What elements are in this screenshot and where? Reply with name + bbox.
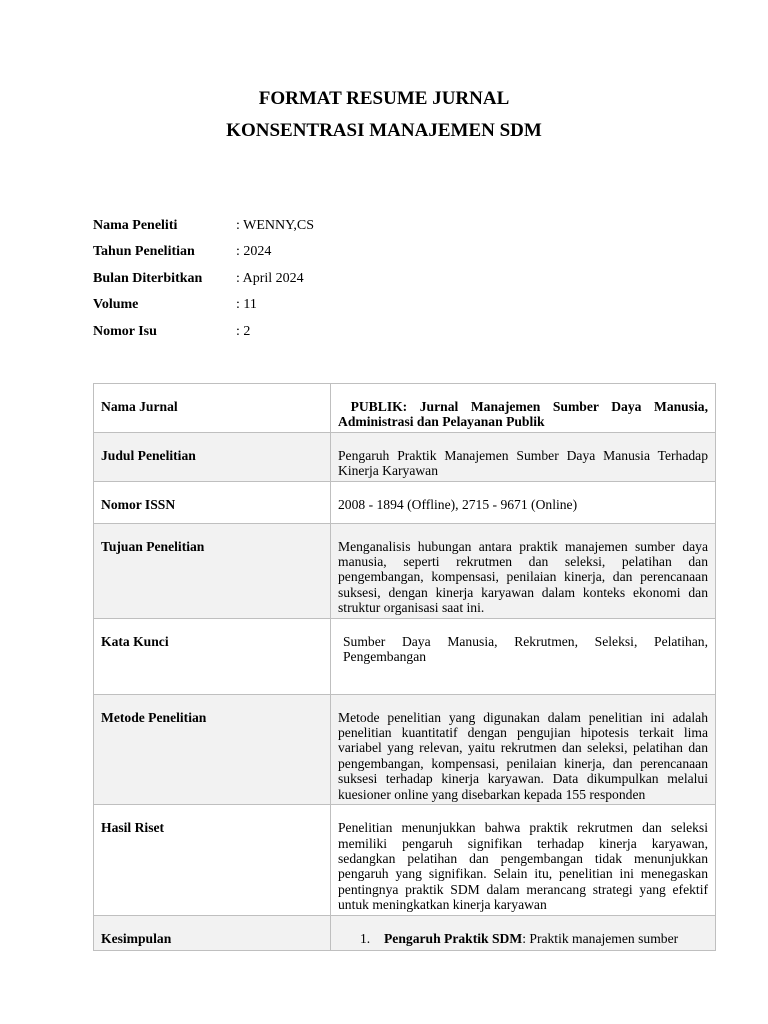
document-title: FORMAT RESUME JURNAL (258, 88, 510, 109)
table-row (94, 805, 716, 915)
meta-value: : WENNY,CS (236, 218, 315, 233)
list-item-heading: Pengaruh Praktik SDM (384, 930, 523, 946)
table-row (94, 523, 716, 618)
row-value: Pengaruh Praktik Manajemen Sumber Daya Manusia Terhadap Kinerja Karyawan (331, 432, 716, 481)
row-value: Menganalisis hubungan antara praktik manajemen sumber daya manusia, seperti rekrutmen dan seleksi, pelatihan dan pengembangan, kompensasi, penilaian kinerja, dan perencanaan suksesi, dengan kinerja karyawan dalam konteks ekonomi dan struktur organisasi saat ini. (331, 523, 716, 618)
row-value: 2008 - 1894 (Offline), 2715 - 9671 (Online) (331, 481, 716, 523)
row-value: Metode penelitian yang digunakan dalam penelitian ini adalah penelitian kuantitatif dengan pengujian hipotesis terkait lima variabel yang relevan, yaitu rekrutmen dan seleksi, pelatihan dan pengembangan, kompensasi, penilaian kinerja, dan perencanaan suksesi terhadap kinerja karyawan. Data dikumpulkan melalui kuesioner online yang disebarkan kepada 155 responden (331, 694, 716, 804)
table-row (94, 618, 716, 694)
table-row (94, 481, 716, 523)
row-label: Nama Jurnal (94, 384, 331, 433)
meta-value: : 2 (236, 323, 251, 339)
table-row (94, 694, 716, 804)
meta-label: Bulan Diterbitkan (93, 270, 203, 286)
keywords-text: Sumber Daya Manusia, Rekrutmen, Seleksi, Pelatihan, Pengembangan (343, 633, 708, 665)
meta-label: Volume (93, 297, 139, 313)
row-label: Hasil Riset (94, 805, 331, 915)
row-label: Kata Kunci (94, 618, 331, 694)
resume-table (93, 383, 716, 951)
meta-label: Nama Peneliti (93, 218, 178, 233)
row-label: Metode Penelitian (94, 694, 331, 804)
meta-value: : 2024 (236, 244, 272, 260)
row-label: Nomor ISSN (94, 481, 331, 523)
table-row (94, 384, 716, 433)
row-value: Penelitian menunjukkan bahwa praktik rekrutmen dan seleksi memiliki pengaruh signifikan terhadap kinerja karyawan, sedangkan pelatihan dan pengembangan tidak menunjukkan pengaruh yang signifikan. Selain itu, penelitian ini menegaskan pentingnya praktik SDM dalam merancang strategi yang efektif untuk meningkatkan kinerja karyawan (331, 805, 716, 915)
document-subtitle: KONSENTRASI MANAJEMEN SDM (226, 120, 542, 141)
row-label: Kesimpulan (94, 915, 331, 950)
row-value (331, 618, 716, 694)
list-text (384, 931, 678, 946)
table-row (94, 432, 716, 481)
list-item-text: : Praktik manajemen sumber (522, 930, 679, 946)
table-row (94, 915, 716, 950)
meta-value: : 11 (236, 297, 257, 313)
list-number: 1. (360, 930, 371, 946)
row-label: Judul Penelitian (94, 432, 331, 481)
meta-value: : April 2024 (236, 270, 304, 286)
row-label: Tujuan Penelitian (94, 523, 331, 618)
row-value: PUBLIK: Jurnal Manajemen Sumber Daya Manusia, Administrasi dan Pelayanan Publik (331, 384, 716, 433)
conclusion-list-item (338, 931, 708, 946)
meta-label: Nomor Isu (93, 323, 157, 339)
meta-label: Tahun Penelitian (93, 244, 195, 260)
row-value (331, 915, 716, 950)
